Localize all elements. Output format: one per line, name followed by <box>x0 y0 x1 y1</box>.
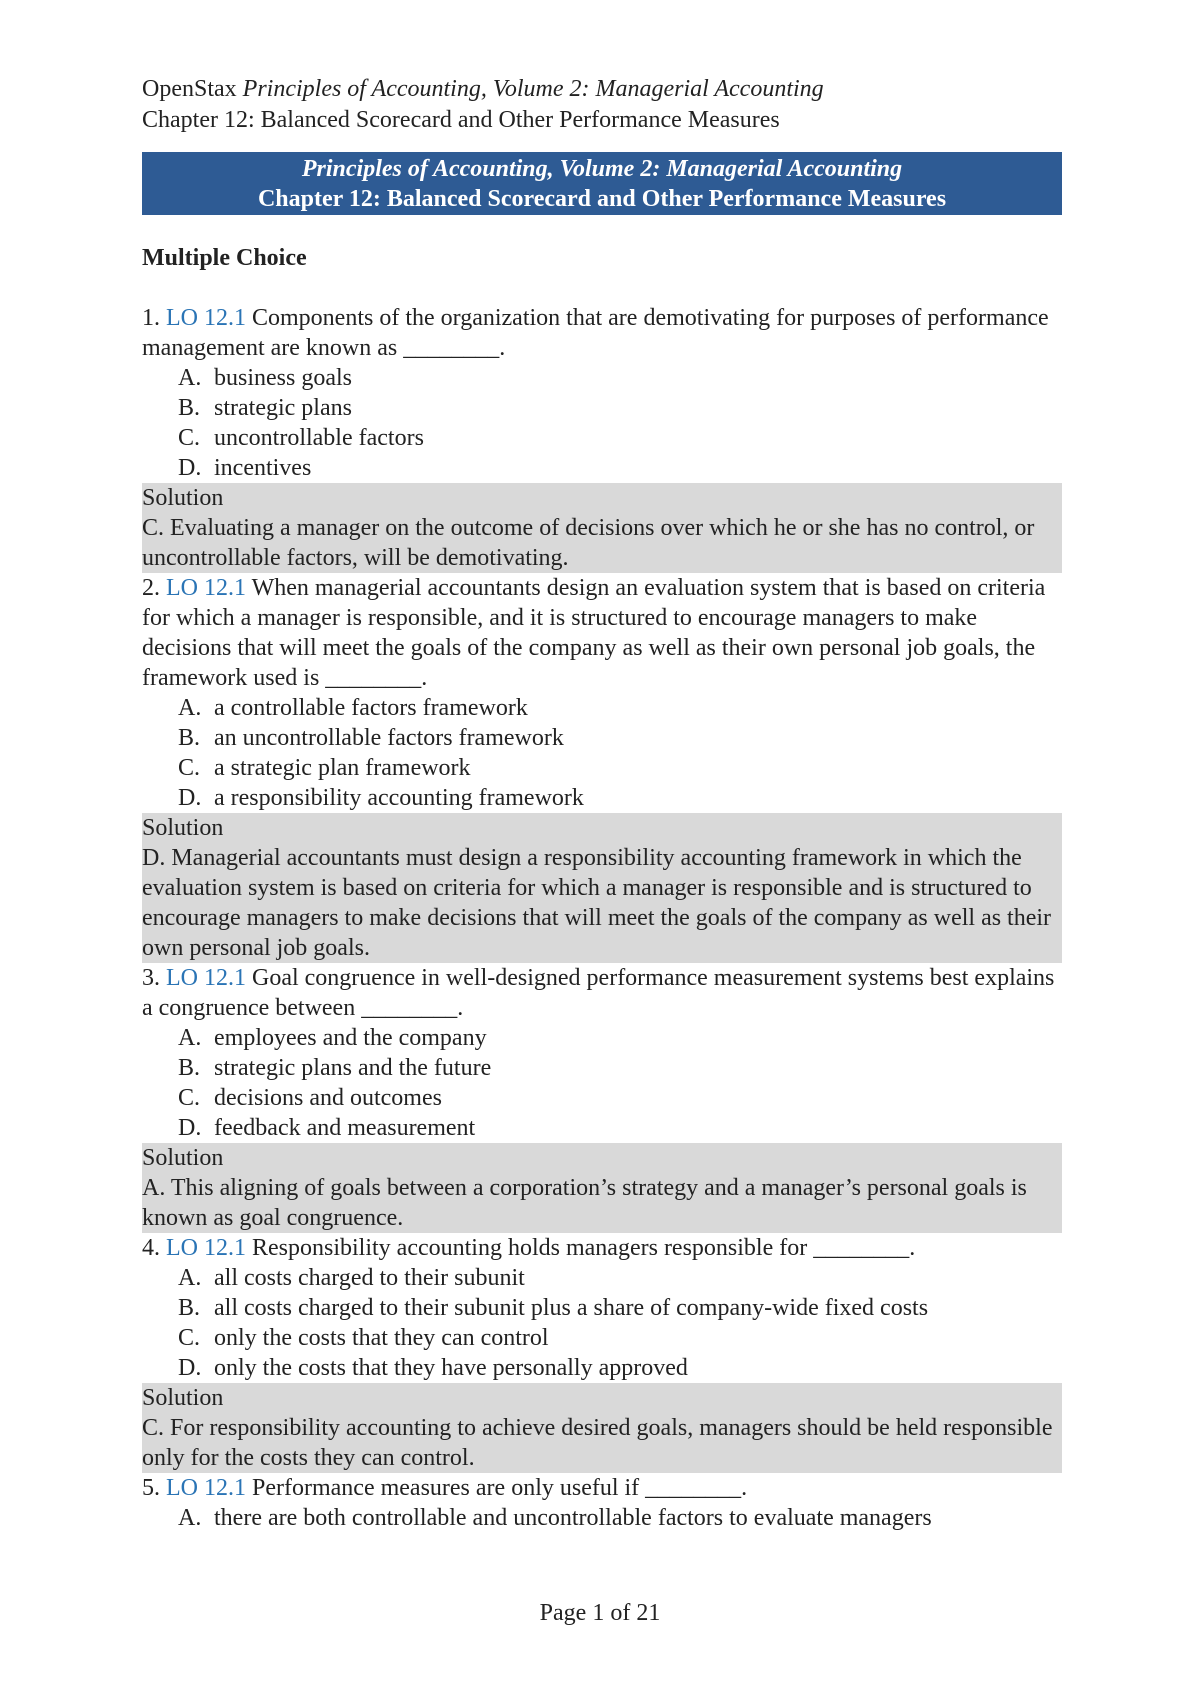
question-block <box>142 573 1062 963</box>
option-letter: B. <box>178 395 201 421</box>
option-text: a controllable factors framework <box>214 695 528 721</box>
answer-option <box>178 1023 1062 1053</box>
answer-option <box>178 363 1062 393</box>
answer-option <box>178 1083 1062 1113</box>
answer-option <box>178 783 1062 813</box>
question-text: Performance measures are only useful if ________. <box>252 1475 748 1501</box>
option-text: a strategic plan framework <box>214 755 471 781</box>
question-text: Components of the organization that are demotivating for purposes of performance management are known as ________. <box>142 305 1049 361</box>
answer-options <box>142 693 1062 813</box>
option-letter: A. <box>178 1505 202 1531</box>
question-number: 3. <box>142 965 160 991</box>
solution-box <box>142 1383 1062 1473</box>
question-text: When managerial accountants design an evaluation system that is based on criteria for which a manager is responsible, and it is structured to encourage managers to make decisions that will meet the goals of the company as well as their own personal job goals, the framework used is ________. <box>142 575 1046 691</box>
option-text: all costs charged to their subunit <box>214 1265 525 1291</box>
learning-objective-tag: LO 12.1 <box>166 1235 246 1261</box>
page-content <box>142 74 1062 1533</box>
option-letter: A. <box>178 1265 202 1291</box>
option-letter: C. <box>178 1325 201 1351</box>
answer-option <box>178 1503 1062 1533</box>
learning-objective-tag: LO 12.1 <box>166 305 246 331</box>
learning-objective-tag: LO 12.1 <box>166 1475 246 1501</box>
option-text: strategic plans <box>214 395 352 421</box>
option-text: decisions and outcomes <box>214 1085 442 1111</box>
banner-chapter-title: Chapter 12: Balanced Scorecard and Other Performance Measures <box>257 186 947 212</box>
option-letter: D. <box>178 455 202 481</box>
option-letter: D. <box>178 785 202 811</box>
solution-text: D. Managerial accountants must design a responsibility accounting framework in which the evaluation system is based on criteria for which a manager is responsible and is structured to encourage managers to make decisions that will meet the goals of the company as well as their own personal job goals. <box>142 845 1052 961</box>
option-letter: B. <box>178 1055 201 1081</box>
solution-text: C. Evaluating a manager on the outcome of decisions over which he or she has no control, or uncontrollable factors, will be demotivating. <box>142 515 1035 571</box>
question-number: 4. <box>142 1235 160 1261</box>
question-number: 5. <box>142 1475 160 1501</box>
option-letter: B. <box>178 725 201 751</box>
running-head <box>142 74 1062 136</box>
question-stem <box>142 573 1062 693</box>
option-text: feedback and measurement <box>214 1115 476 1141</box>
option-letter: A. <box>178 695 202 721</box>
question-block <box>142 303 1062 573</box>
running-head-chapter: Chapter 12: Balanced Scorecard and Other Performance Measures <box>142 107 780 133</box>
option-letter: D. <box>178 1115 202 1141</box>
learning-objective-tag: LO 12.1 <box>166 965 246 991</box>
option-text: only the costs that they have personally approved <box>214 1355 688 1381</box>
banner-book-title: Principles of Accounting, Volume 2: Managerial Accounting <box>301 156 903 182</box>
answer-option <box>178 1113 1062 1143</box>
question-block <box>142 1473 1062 1533</box>
option-text: uncontrollable factors <box>214 425 424 451</box>
solution-box <box>142 1143 1062 1233</box>
option-text: employees and the company <box>214 1025 487 1051</box>
solution-label: Solution <box>142 1385 224 1411</box>
question-text: Responsibility accounting holds managers responsible for ________. <box>252 1235 916 1261</box>
option-letter: A. <box>178 365 202 391</box>
answer-option <box>178 393 1062 423</box>
option-text: only the costs that they can control <box>214 1325 549 1351</box>
option-letter: D. <box>178 1355 202 1381</box>
solution-label: Solution <box>142 815 224 841</box>
option-text: incentives <box>214 455 312 481</box>
option-text: business goals <box>214 365 352 391</box>
question-stem <box>142 303 1062 363</box>
solution-text: A. This aligning of goals between a corporation’s strategy and a manager’s personal goals is known as goal congruence. <box>142 1175 1027 1231</box>
answer-option <box>178 1353 1062 1383</box>
learning-objective-tag: LO 12.1 <box>166 575 246 601</box>
answer-option <box>178 453 1062 483</box>
option-text: a responsibility accounting framework <box>214 785 584 811</box>
option-text: all costs charged to their subunit plus a share of company-wide fixed costs <box>214 1295 929 1321</box>
answer-option <box>178 1053 1062 1083</box>
option-letter: C. <box>178 425 201 451</box>
page-footer: Page 1 of 21 <box>539 1600 661 1626</box>
option-letter: A. <box>178 1025 202 1051</box>
section-heading: Multiple Choice <box>142 245 307 271</box>
option-letter: B. <box>178 1295 201 1321</box>
answer-option <box>178 753 1062 783</box>
title-banner <box>142 152 1062 215</box>
answer-options <box>142 1503 1062 1533</box>
question-block <box>142 1233 1062 1473</box>
option-letter: C. <box>178 1085 201 1111</box>
answer-option <box>178 1263 1062 1293</box>
answer-options <box>142 1023 1062 1143</box>
answer-option <box>178 693 1062 723</box>
answer-options <box>142 1263 1062 1383</box>
question-number: 2. <box>142 575 160 601</box>
question-text: Goal congruence in well-designed performance measurement systems best explains a congruence between ________. <box>142 965 1055 1021</box>
answer-option <box>178 423 1062 453</box>
question-stem <box>142 1473 1062 1503</box>
solution-label: Solution <box>142 1145 224 1171</box>
answer-option <box>178 1323 1062 1353</box>
option-letter: C. <box>178 755 201 781</box>
option-text: strategic plans and the future <box>214 1055 492 1081</box>
running-head-publisher: OpenStax <box>142 76 237 102</box>
solution-text: C. For responsibility accounting to achieve desired goals, managers should be held responsible only for the costs they can control. <box>142 1415 1053 1471</box>
answer-options <box>142 363 1062 483</box>
answer-option <box>178 723 1062 753</box>
question-stem <box>142 963 1062 1023</box>
question-block <box>142 963 1062 1233</box>
running-head-book <box>142 74 1062 105</box>
solution-box <box>142 813 1062 963</box>
question-number: 1. <box>142 305 160 331</box>
option-text: there are both controllable and uncontrollable factors to evaluate managers <box>214 1505 932 1531</box>
option-text: an uncontrollable factors framework <box>214 725 564 751</box>
solution-box <box>142 483 1062 573</box>
question-stem <box>142 1233 1062 1263</box>
answer-option <box>178 1293 1062 1323</box>
solution-label: Solution <box>142 485 224 511</box>
running-head-book-title: Principles of Accounting, Volume 2: Managerial Accounting <box>242 76 824 102</box>
